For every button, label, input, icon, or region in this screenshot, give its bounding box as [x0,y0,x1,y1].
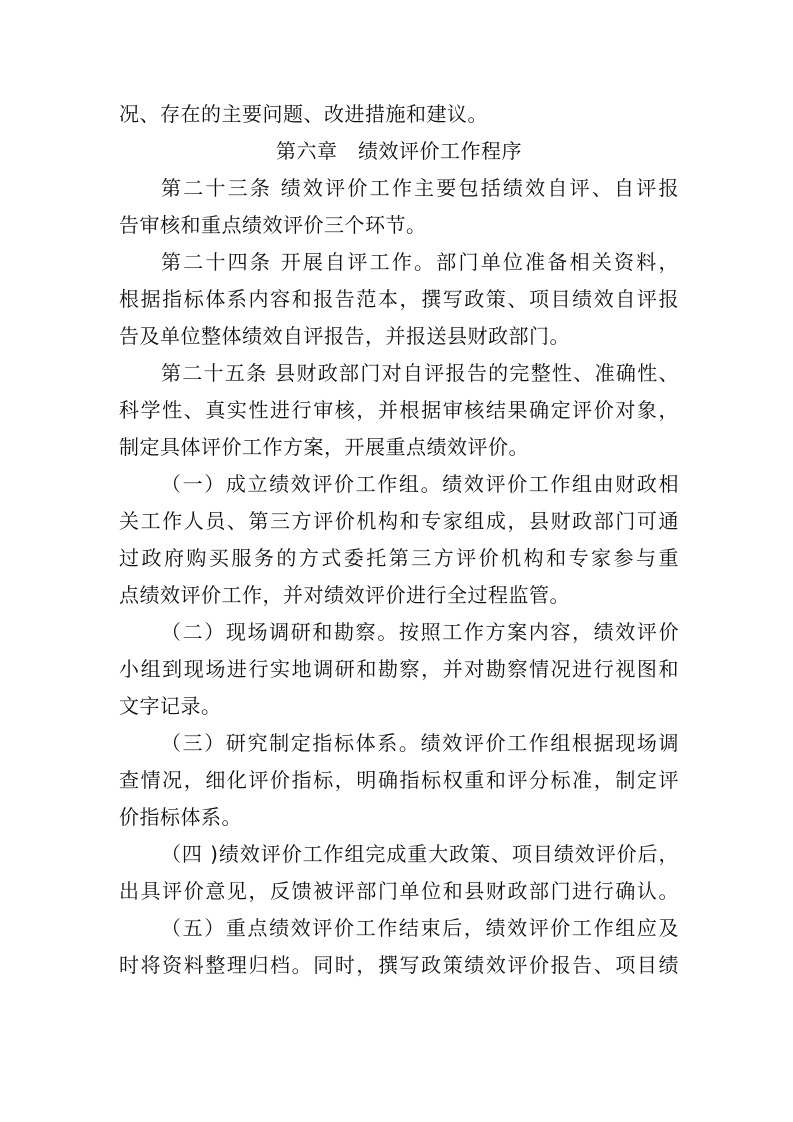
text-line: 关工作人员、第三方评价机构和专家组成，县财政部门可通 [119,509,679,533]
text-line: （一）成立绩效评价工作组。绩效评价工作组由财政相 [161,472,679,496]
text-line: 过政府购买服务的方式委托第三方评价机构和专家参与重 [119,546,679,570]
text-line: 告审核和重点绩效评价三个环节。 [119,213,427,237]
chapter-heading: 第六章 绩效评价工作程序 [276,139,522,163]
text-line: 告及单位整体绩效自评报告，并报送县财政部门。 [119,324,570,348]
text-line: 点绩效评价工作，并对绩效评价进行全过程监管。 [119,583,570,607]
text-line: 况、存在的主要问题、改进措施和建议。 [119,102,488,126]
text-line: 出具评价意见，反馈被评部门单位和县财政部门进行确认。 [119,879,679,903]
text-line: 价指标体系。 [119,805,242,829]
text-line: 查情况，细化评价指标，明确指标权重和评分标准，制定评 [119,768,679,792]
text-line: 第二十五条 县财政部门对自评报告的完整性、准确性、 [161,361,679,385]
document-body [119,96,679,984]
text-line: 第二十四条 开展自评工作。部门单位准备相关资料， [161,250,679,274]
text-line: 制定具体评价工作方案，开展重点绩效评价。 [119,435,529,459]
text-line: （五）重点绩效评价工作结束后，绩效评价工作组应及 [161,916,679,940]
text-line: 第二十三条 绩效评价工作主要包括绩效自评、自评报 [161,176,679,200]
text-line: （三）研究制定指标体系。绩效评价工作组根据现场调 [161,731,679,755]
text-line: 文字记录。 [119,694,222,718]
text-line: （二）现场调研和勘察。按照工作方案内容，绩效评价 [161,620,679,644]
text-line: 时将资料整理归档。同时，撰写政策绩效评价报告、项目绩 [119,953,679,977]
text-line: 根据指标体系内容和报告范本，撰写政策、项目绩效自评报 [119,287,679,311]
text-line: 小组到现场进行实地调研和勘察，并对勘察情况进行视图和 [119,657,679,681]
text-line: 科学性、真实性进行审核，并根据审核结果确定评价对象， [119,398,679,422]
text-line: （四 )绩效评价工作组完成重大政策、项目绩效评价后， [161,842,679,866]
